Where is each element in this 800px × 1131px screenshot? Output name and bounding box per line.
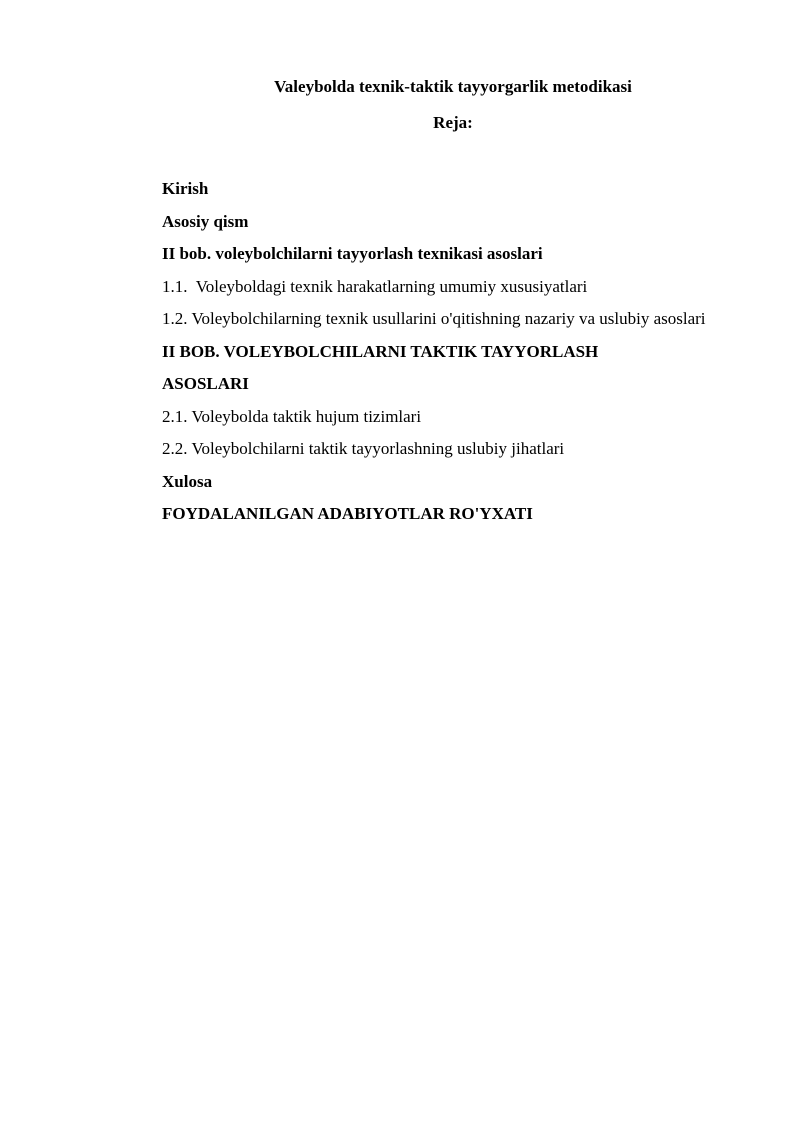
table-of-contents (162, 173, 742, 531)
toc-item-conclusion: Xulosa (162, 471, 213, 491)
toc-item-1-2: 1.2. Voleybolchilarning texnik usullarini o'qitishning nazariy va uslubiy asoslari (162, 309, 706, 328)
toc-item-1-1: 1.1. Voleyboldagi texnik harakatlarning umumiy xususiyatlari (162, 276, 588, 296)
toc-item-introduction: Kirish (162, 179, 209, 198)
toc-item-chapter-2-tactics: II BOB. VOLEYBOLCHILARNI TAKTIK TAYYORLASH (162, 341, 599, 361)
toc-item-chapter-2-technique: II bob. voleybolchilarni tayyorlash texnikasi asoslari (162, 244, 543, 263)
toc-item-chapter-2-tactics-cont: ASOSLARI (162, 374, 249, 393)
document-title: Valeybolda texnik-taktik tayyorgarlik metodikasi (274, 77, 632, 96)
toc-item-references: FOYDALANILGAN ADABIYOTLAR RO'YXATI (162, 504, 533, 523)
toc-item-2-2: 2.2. Voleybolchilarni taktik tayyorlashning uslubiy jihatlari (162, 439, 565, 458)
plan-heading: Reja: (433, 113, 473, 132)
toc-item-2-1: 2.1. Voleybolda taktik hujum tizimlari (162, 406, 422, 426)
toc-item-main-part: Asosiy qism (162, 211, 249, 231)
